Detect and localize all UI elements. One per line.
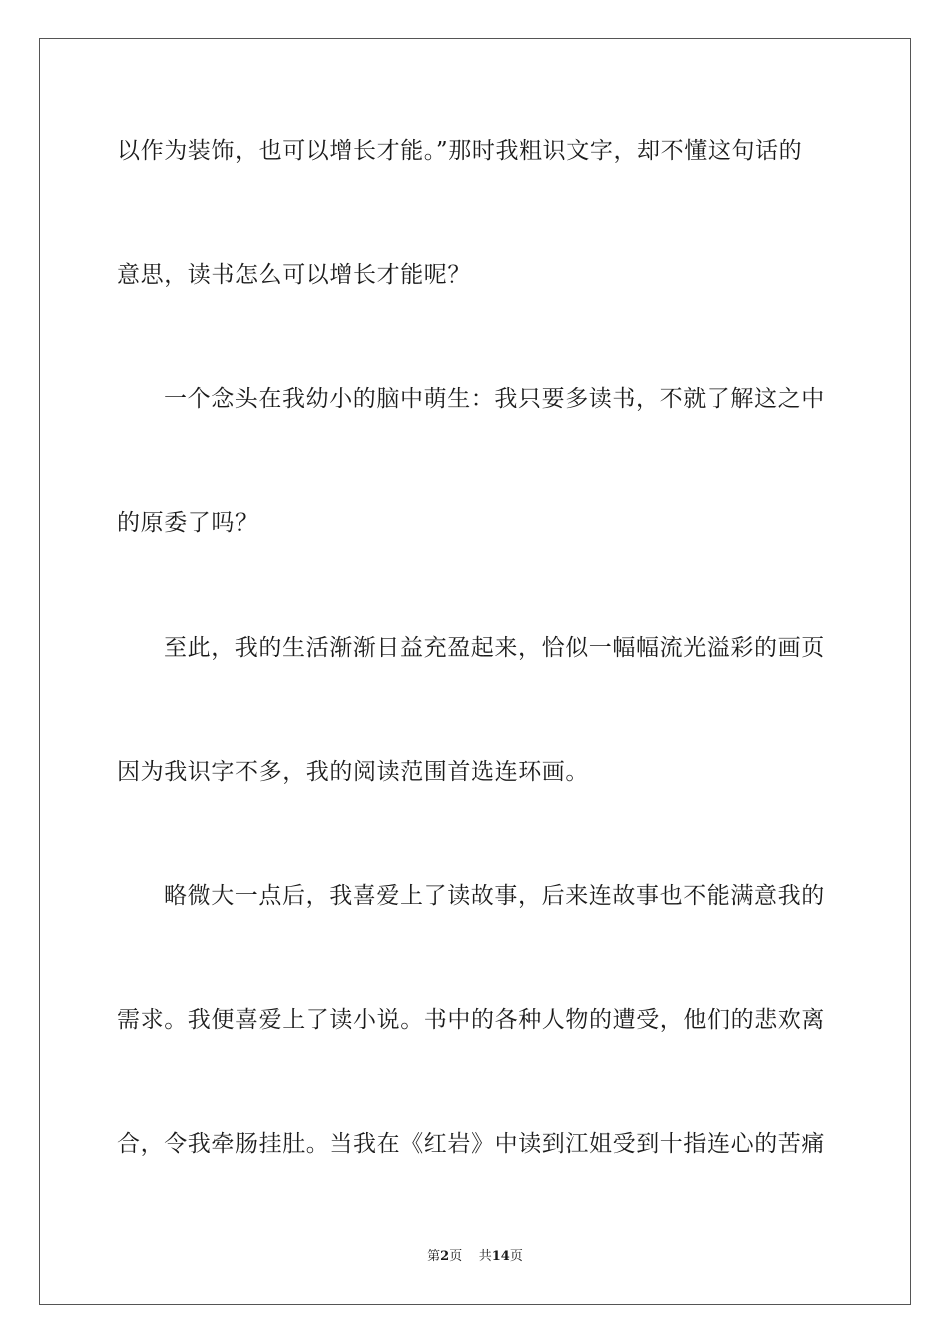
footer-total-prefix: 共 bbox=[478, 1249, 492, 1264]
footer-total-pages: 14 bbox=[491, 1249, 510, 1264]
footer-total-suffix: 页 bbox=[509, 1249, 523, 1264]
text-line-9: 合，令我牵肠挂肚。当我在《红岩》中读到江姐受到十指连心的苦痛 bbox=[117, 1131, 825, 1157]
footer-page-suffix: 页 bbox=[449, 1249, 463, 1264]
text-line-7: 略微大一点后，我喜爱上了读故事，后来连故事也不能满意我的 bbox=[164, 883, 825, 909]
text-line-3: 一个念头在我幼小的脑中萌生：我只要多读书，不就了解这之中 bbox=[164, 386, 825, 412]
footer-page-number: 2 bbox=[440, 1249, 450, 1264]
text-line-8: 需求。我便喜爱上了读小说。书中的各种人物的遭受，他们的悲欢离 bbox=[117, 1007, 825, 1033]
text-line-4: 的原委了吗？ bbox=[117, 510, 259, 536]
text-line-6: 因为我识字不多，我的阅读范围首选连环画。 bbox=[117, 759, 589, 785]
text-line-1: 以作为装饰，也可以增长才能。”那时我粗识文字，却不懂这句话的 bbox=[117, 138, 803, 164]
text-line-5: 至此，我的生活渐渐日益充盈起来，恰似一幅幅流光溢彩的画页 bbox=[164, 635, 825, 661]
text-line-2: 意思，读书怎么可以增长才能呢？ bbox=[117, 262, 471, 288]
page-footer bbox=[0, 1248, 950, 1266]
page-frame bbox=[39, 38, 911, 1305]
footer-page-prefix: 第 bbox=[427, 1249, 441, 1264]
